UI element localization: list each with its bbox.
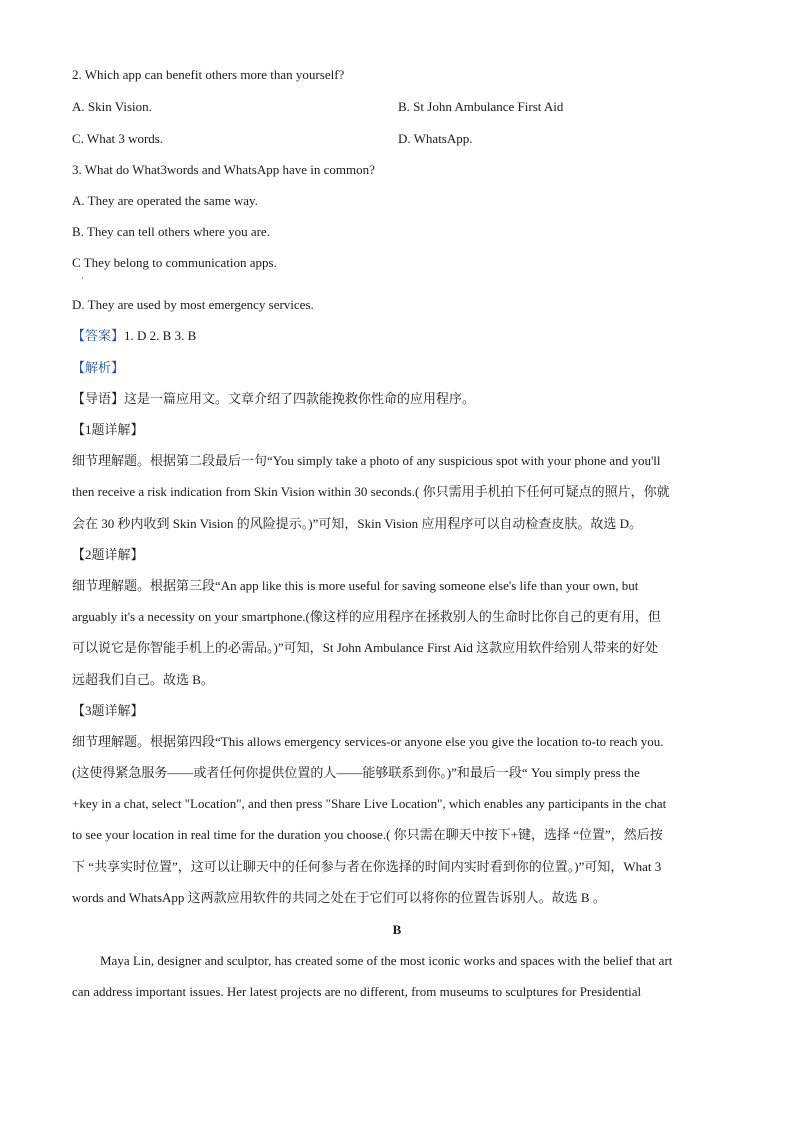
q3-option-c: C They belong to communication apps. <box>72 255 277 270</box>
q2-option-c: C. What 3 words. <box>72 131 164 146</box>
detail-2-heading: 【2题详解】 <box>72 547 144 562</box>
detail-2-line: 可以说它是你智能手机上的必需品。)”可知，St John Ambulance First Aid 这款应用软件给别人带来的好处 <box>72 640 659 655</box>
q3-option-c-dot: · <box>81 273 84 283</box>
q2-stem: 2. Which app can benefit others more than yourself? <box>72 67 345 82</box>
detail-2-line: arguably it's a necessity on your smartphone.(像这样的应用程序在拯救别人的生命时比你自己的更有用，但 <box>72 609 661 624</box>
q2-option-d: D. WhatsApp. <box>398 131 473 146</box>
detail-3-line: to see your location in real time for the duration you choose.( 你只需在聊天中按下+键，选择 “位置”，然后按 <box>72 827 663 842</box>
detail-2-line: 细节理解题。根据第三段“An app like this is more useful for saving someone else's life than your own, but <box>72 578 639 593</box>
answer-line <box>72 327 196 345</box>
q2-option-b: B. St John Ambulance First Aid <box>398 99 564 114</box>
q3-option-d: D. They are used by most emergency services. <box>72 297 314 312</box>
q3-option-b: B. They can tell others where you are. <box>72 224 270 239</box>
detail-3-line: +key in a chat, select "Location", and then press "Share Live Location", which enables any participants in the chat <box>72 796 667 811</box>
q2-option-a: A. Skin Vision. <box>72 99 152 114</box>
passage-line: can address important issues. Her latest projects are no different, from museums to sculptures for Presidential <box>72 984 642 999</box>
section-b-heading: B <box>392 922 402 937</box>
analysis-intro: 【导语】这是一篇应用文。文章介绍了四款能挽救你性命的应用程序。 <box>72 391 476 406</box>
q3-stem: 3. What do What3words and WhatsApp have in common? <box>72 162 375 177</box>
passage-line: Maya Lin, designer and sculptor, has created some of the most iconic works and spaces with the belief that art <box>100 953 673 968</box>
analysis-tag: 【解析】 <box>72 360 125 375</box>
detail-3-heading: 【3题详解】 <box>72 703 144 718</box>
answer-text: 1. D 2. B 3. B <box>124 328 197 343</box>
detail-1-line: 细节理解题。根据第二段最后一句“You simply take a photo of any suspicious spot with your phone and you'll <box>72 453 661 468</box>
answer-tag: 【答案】 <box>72 328 125 343</box>
detail-3-line: words and WhatsApp 这两款应用软件的共同之处在于它们可以将你的位置告诉别人。故选 B 。 <box>72 890 606 905</box>
detail-3-line: (这使得紧急服务——或者任何你提供位置的人——能够联系到你。)”和最后一段“ You simply press the <box>72 765 640 780</box>
detail-1-line: then receive a risk indication from Skin Vision within 30 seconds.( 你只需用手机拍下任何可疑点的照片，你就 <box>72 484 670 499</box>
detail-3-line: 细节理解题。根据第四段“This allows emergency services-or anyone else you give the location to-to reach you. <box>72 734 664 749</box>
detail-1-heading: 【1题详解】 <box>72 422 144 437</box>
detail-2-line: 远超我们自己。故选 B。 <box>72 672 214 687</box>
detail-3-line: 下 “共享实时位置”，这可以让聊天中的任何参与者在你选择的时间内实时看到你的位置。)”可知，What 3 <box>72 859 662 874</box>
detail-1-line: 会在 30 秒内收到 Skin Vision 的风险提示。)”可知，Skin Vision 应用程序可以自动检查皮肤。故选 D。 <box>72 516 642 531</box>
q3-option-a: A. They are operated the same way. <box>72 193 258 208</box>
